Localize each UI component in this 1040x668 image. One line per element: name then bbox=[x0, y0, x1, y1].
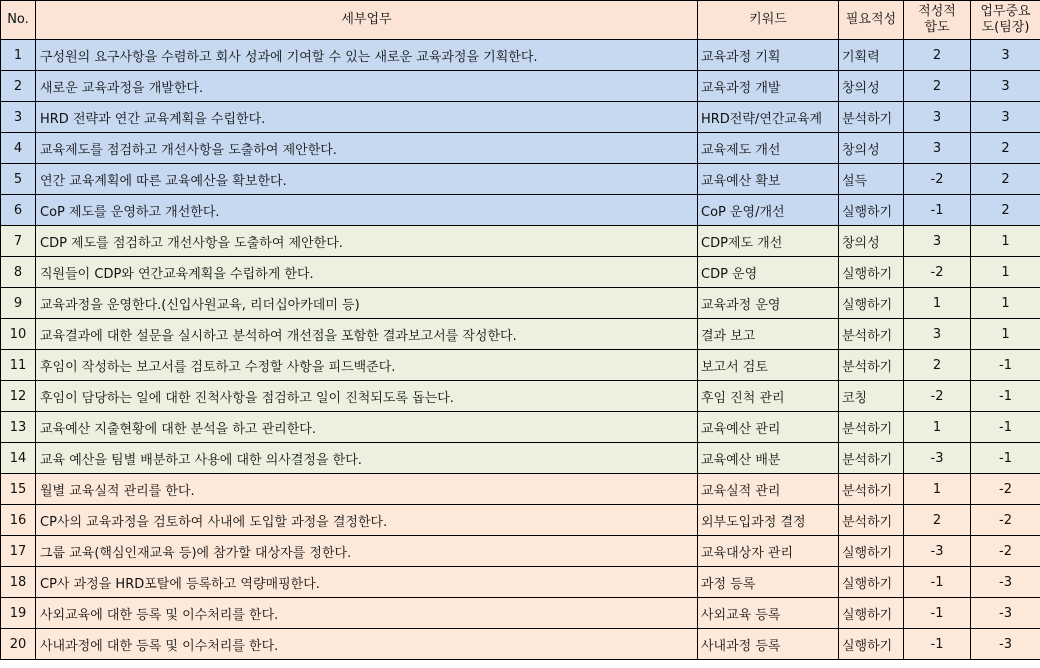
row-aptitude: 창의성 bbox=[839, 226, 904, 257]
row-task: 직원들이 CDP와 연간교육계획을 수립하게 한다. bbox=[36, 257, 698, 288]
row-number: 8 bbox=[1, 257, 36, 288]
row-importance-score: -3 bbox=[971, 567, 1040, 598]
row-keyword: 결과 보고 bbox=[698, 319, 839, 350]
row-importance-score: 3 bbox=[971, 40, 1040, 71]
row-fit-score: 1 bbox=[904, 412, 971, 443]
row-fit-score: -2 bbox=[904, 257, 971, 288]
row-task: 구성원의 요구사항을 수렴하고 회사 성과에 기여할 수 있는 새로운 교육과정을 기획한다. bbox=[36, 40, 698, 71]
row-aptitude: 실행하기 bbox=[839, 195, 904, 226]
row-aptitude: 실행하기 bbox=[839, 536, 904, 567]
table-row bbox=[1, 505, 1040, 536]
row-fit-score: 2 bbox=[904, 505, 971, 536]
row-number: 3 bbox=[1, 102, 36, 133]
row-keyword: 사내과정 등록 bbox=[698, 629, 839, 660]
header-fit-line2: 합도 bbox=[924, 20, 950, 35]
row-keyword: 외부도입과정 결정 bbox=[698, 505, 839, 536]
header-fit-line1: 적성적 bbox=[918, 4, 956, 19]
row-keyword: 보고서 검토 bbox=[698, 350, 839, 381]
row-task: 후임이 담당하는 일에 대한 진척사항을 점검하고 일이 진척되도록 돕는다. bbox=[36, 381, 698, 412]
row-task: CP사의 교육과정을 검토하여 사내에 도입할 과정을 결정한다. bbox=[36, 505, 698, 536]
row-importance-score: 3 bbox=[971, 102, 1040, 133]
table-row bbox=[1, 474, 1040, 505]
row-keyword: 교육대상자 관리 bbox=[698, 536, 839, 567]
row-importance-score: -2 bbox=[971, 474, 1040, 505]
row-task: 교육 예산을 팀별 배분하고 사용에 대한 의사결정을 한다. bbox=[36, 443, 698, 474]
row-keyword: 교육예산 관리 bbox=[698, 412, 839, 443]
row-fit-score: 2 bbox=[904, 350, 971, 381]
row-importance-score: 1 bbox=[971, 288, 1040, 319]
row-aptitude: 코칭 bbox=[839, 381, 904, 412]
row-keyword: 교육실적 관리 bbox=[698, 474, 839, 505]
table-row bbox=[1, 598, 1040, 629]
row-aptitude: 분석하기 bbox=[839, 505, 904, 536]
row-aptitude: 창의성 bbox=[839, 133, 904, 164]
row-aptitude: 창의성 bbox=[839, 71, 904, 102]
row-number: 14 bbox=[1, 443, 36, 474]
table-row bbox=[1, 319, 1040, 350]
row-keyword: 과정 등록 bbox=[698, 567, 839, 598]
row-importance-score: -1 bbox=[971, 350, 1040, 381]
table-row bbox=[1, 443, 1040, 474]
row-number: 17 bbox=[1, 536, 36, 567]
row-task: CoP 제도를 운영하고 개선한다. bbox=[36, 195, 698, 226]
row-number: 2 bbox=[1, 71, 36, 102]
row-keyword: CDP 운영 bbox=[698, 257, 839, 288]
row-fit-score: 3 bbox=[904, 226, 971, 257]
row-importance-score: 2 bbox=[971, 195, 1040, 226]
row-number: 12 bbox=[1, 381, 36, 412]
row-keyword: 교육제도 개선 bbox=[698, 133, 839, 164]
row-importance-score: -1 bbox=[971, 412, 1040, 443]
row-fit-score: -1 bbox=[904, 598, 971, 629]
row-importance-score: 3 bbox=[971, 71, 1040, 102]
row-fit-score: 2 bbox=[904, 40, 971, 71]
row-fit-score: 1 bbox=[904, 288, 971, 319]
row-number: 1 bbox=[1, 40, 36, 71]
row-aptitude: 실행하기 bbox=[839, 567, 904, 598]
row-fit-score: 3 bbox=[904, 102, 971, 133]
header-importance-line2: 도(팀장) bbox=[981, 20, 1030, 35]
row-task: 교육제도를 점검하고 개선사항을 도출하여 제안한다. bbox=[36, 133, 698, 164]
table-row bbox=[1, 629, 1040, 660]
header-fit bbox=[904, 1, 971, 40]
row-fit-score: -1 bbox=[904, 567, 971, 598]
row-fit-score: -1 bbox=[904, 195, 971, 226]
row-aptitude: 분석하기 bbox=[839, 443, 904, 474]
row-aptitude: 기획력 bbox=[839, 40, 904, 71]
row-task: 후임이 작성하는 보고서를 검토하고 수정할 사항을 피드백준다. bbox=[36, 350, 698, 381]
row-task: 교육결과에 대한 설문을 실시하고 분석하여 개선점을 포함한 결과보고서를 작성한다. bbox=[36, 319, 698, 350]
row-task: 월별 교육실적 관리를 한다. bbox=[36, 474, 698, 505]
row-aptitude: 분석하기 bbox=[839, 102, 904, 133]
header-aptitude: 필요적성 bbox=[839, 1, 904, 40]
row-aptitude: 분석하기 bbox=[839, 350, 904, 381]
row-fit-score: -3 bbox=[904, 443, 971, 474]
row-aptitude: 분석하기 bbox=[839, 474, 904, 505]
row-task: CP사 과정을 HRD포탈에 등록하고 역량매핑한다. bbox=[36, 567, 698, 598]
row-fit-score: -2 bbox=[904, 381, 971, 412]
row-number: 20 bbox=[1, 629, 36, 660]
header-importance bbox=[971, 1, 1040, 40]
row-keyword: 교육과정 운영 bbox=[698, 288, 839, 319]
row-number: 13 bbox=[1, 412, 36, 443]
header-task: 세부업무 bbox=[36, 1, 698, 40]
row-fit-score: 2 bbox=[904, 71, 971, 102]
header-keyword: 키워드 bbox=[698, 1, 839, 40]
row-importance-score: 2 bbox=[971, 133, 1040, 164]
row-number: 16 bbox=[1, 505, 36, 536]
row-number: 11 bbox=[1, 350, 36, 381]
row-keyword: 후임 진척 관리 bbox=[698, 381, 839, 412]
row-keyword: 교육예산 배분 bbox=[698, 443, 839, 474]
row-aptitude: 분석하기 bbox=[839, 319, 904, 350]
row-importance-score: -2 bbox=[971, 536, 1040, 567]
row-task: 사외교육에 대한 등록 및 이수처리를 한다. bbox=[36, 598, 698, 629]
row-task: 연간 교육계획에 따른 교육예산을 확보한다. bbox=[36, 164, 698, 195]
row-aptitude: 실행하기 bbox=[839, 598, 904, 629]
table-row bbox=[1, 536, 1040, 567]
table-row bbox=[1, 257, 1040, 288]
table-row bbox=[1, 288, 1040, 319]
row-importance-score: -1 bbox=[971, 381, 1040, 412]
row-task: 그룹 교육(핵심인재교육 등)에 참가할 대상자를 정한다. bbox=[36, 536, 698, 567]
row-importance-score: 1 bbox=[971, 257, 1040, 288]
table-row bbox=[1, 226, 1040, 257]
table-row bbox=[1, 567, 1040, 598]
table-row bbox=[1, 195, 1040, 226]
row-task: 교육예산 지출현황에 대한 분석을 하고 관리한다. bbox=[36, 412, 698, 443]
row-number: 10 bbox=[1, 319, 36, 350]
row-importance-score: -3 bbox=[971, 629, 1040, 660]
table-body bbox=[1, 40, 1040, 660]
row-task: 새로운 교육과정을 개발한다. bbox=[36, 71, 698, 102]
row-number: 19 bbox=[1, 598, 36, 629]
row-aptitude: 실행하기 bbox=[839, 257, 904, 288]
row-aptitude: 실행하기 bbox=[839, 629, 904, 660]
row-keyword: CDP제도 개선 bbox=[698, 226, 839, 257]
row-aptitude: 실행하기 bbox=[839, 288, 904, 319]
row-fit-score: -2 bbox=[904, 164, 971, 195]
table-header bbox=[1, 1, 1040, 40]
row-aptitude: 분석하기 bbox=[839, 412, 904, 443]
table-row bbox=[1, 133, 1040, 164]
row-aptitude: 설득 bbox=[839, 164, 904, 195]
table-row bbox=[1, 40, 1040, 71]
row-importance-score: 2 bbox=[971, 164, 1040, 195]
row-fit-score: 1 bbox=[904, 474, 971, 505]
row-number: 18 bbox=[1, 567, 36, 598]
row-fit-score: 3 bbox=[904, 133, 971, 164]
row-importance-score: 1 bbox=[971, 226, 1040, 257]
table-row bbox=[1, 350, 1040, 381]
row-keyword: 교육과정 개발 bbox=[698, 71, 839, 102]
header-row bbox=[1, 1, 1040, 40]
row-importance-score: -3 bbox=[971, 598, 1040, 629]
table-row bbox=[1, 71, 1040, 102]
row-keyword: 사외교육 등록 bbox=[698, 598, 839, 629]
row-task: CDP 제도를 점검하고 개선사항을 도출하여 제안한다. bbox=[36, 226, 698, 257]
row-keyword: 교육예산 확보 bbox=[698, 164, 839, 195]
table-row bbox=[1, 412, 1040, 443]
row-number: 9 bbox=[1, 288, 36, 319]
table-row bbox=[1, 381, 1040, 412]
row-fit-score: -3 bbox=[904, 536, 971, 567]
header-no: No. bbox=[1, 1, 36, 40]
row-fit-score: 3 bbox=[904, 319, 971, 350]
row-importance-score: 1 bbox=[971, 319, 1040, 350]
row-fit-score: -1 bbox=[904, 629, 971, 660]
row-number: 6 bbox=[1, 195, 36, 226]
row-number: 7 bbox=[1, 226, 36, 257]
row-importance-score: -1 bbox=[971, 443, 1040, 474]
header-importance-line1: 업무중요 bbox=[980, 4, 1031, 19]
row-importance-score: -2 bbox=[971, 505, 1040, 536]
row-number: 4 bbox=[1, 133, 36, 164]
table-row bbox=[1, 102, 1040, 133]
row-number: 15 bbox=[1, 474, 36, 505]
row-keyword: 교육과정 기획 bbox=[698, 40, 839, 71]
row-task: 사내과정에 대한 등록 및 이수처리를 한다. bbox=[36, 629, 698, 660]
row-task: 교육과정을 운영한다.(신입사원교육, 리더십아카데미 등) bbox=[36, 288, 698, 319]
table-row bbox=[1, 164, 1040, 195]
row-keyword: HRD전략/연간교육계 bbox=[698, 102, 839, 133]
row-number: 5 bbox=[1, 164, 36, 195]
row-task: HRD 전략과 연간 교육계획을 수립한다. bbox=[36, 102, 698, 133]
row-keyword: CoP 운영/개선 bbox=[698, 195, 839, 226]
